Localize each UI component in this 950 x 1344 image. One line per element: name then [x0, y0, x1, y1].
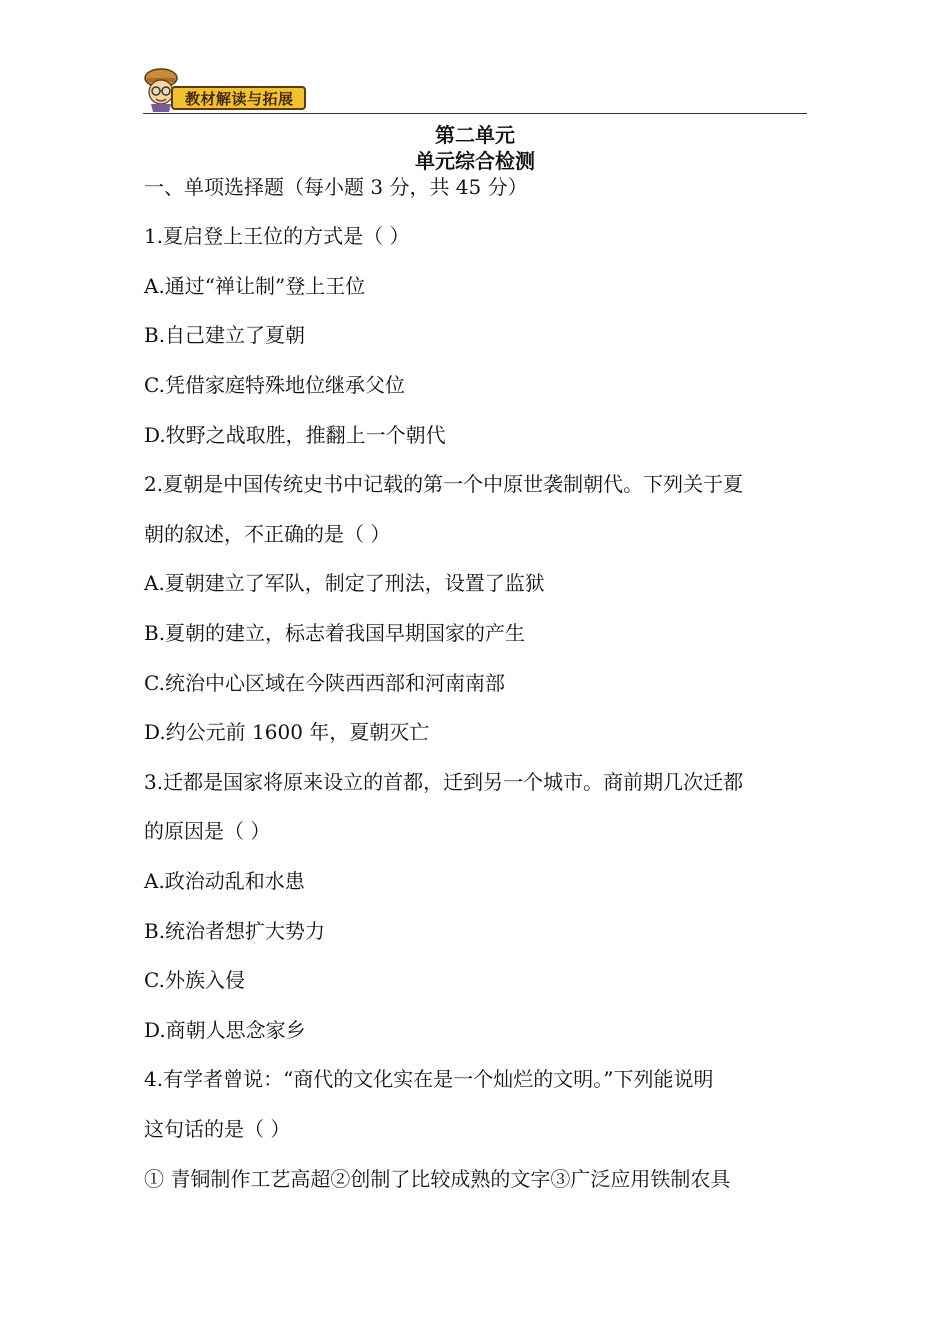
answer-option: C.外族入侵: [144, 968, 245, 992]
answer-option: C.凭借家庭特殊地位继承父位: [144, 373, 405, 397]
question-stem: 1.夏启登上王位的方式是（ ）: [144, 224, 410, 248]
answer-option: ① 青铜制作工艺高超②创制了比较成熟的文字③广泛应用铁制农具: [144, 1167, 731, 1191]
section-heading: 一、单项选择题（每小题 3 分，共 45 分）: [144, 175, 528, 199]
question-stem: 2.夏朝是中国传统史书中记载的第一个中原世袭制朝代。下列关于夏: [144, 472, 744, 496]
answer-option: C.统治中心区域在今陕西西部和河南南部: [144, 671, 505, 695]
question-stem: 4.有学者曾说：“商代的文化实在是一个灿烂的文明。”下列能说明: [144, 1067, 714, 1091]
test-title: 单元综合检测: [415, 149, 535, 173]
answer-option: A.政治动乱和水患: [144, 869, 305, 893]
answer-option: A.通过“禅让制”登上王位: [144, 274, 366, 298]
question-stem: 这句话的是（ ）: [144, 1117, 291, 1141]
answer-option: A.夏朝建立了军队，制定了刑法，设置了监狱: [144, 571, 545, 595]
answer-option: D.约公元前 1600 年，夏朝灭亡: [144, 720, 430, 744]
logo-text: 教材解读与拓展: [185, 89, 294, 108]
answer-option: D.商朝人思念家乡: [144, 1018, 306, 1042]
question-stem: 3.迁都是国家将原来设立的首都，迁到另一个城市。商前期几次迁都: [144, 770, 744, 794]
unit-title: 第二单元: [435, 123, 515, 147]
question-stem: 的原因是（ ）: [144, 819, 271, 843]
answer-option: B.统治者想扩大势力: [144, 919, 326, 943]
question-stem: 朝的叙述，不正确的是（ ）: [144, 522, 391, 546]
header-divider: [143, 113, 807, 114]
answer-option: B.夏朝的建立，标志着我国早期国家的产生: [144, 621, 526, 645]
page-header: [143, 64, 807, 114]
logo-badge: [171, 86, 306, 110]
answer-option: D.牧野之战取胜，推翻上一个朝代: [144, 423, 446, 447]
logo: [143, 66, 313, 112]
answer-option: B.自己建立了夏朝: [144, 323, 306, 347]
